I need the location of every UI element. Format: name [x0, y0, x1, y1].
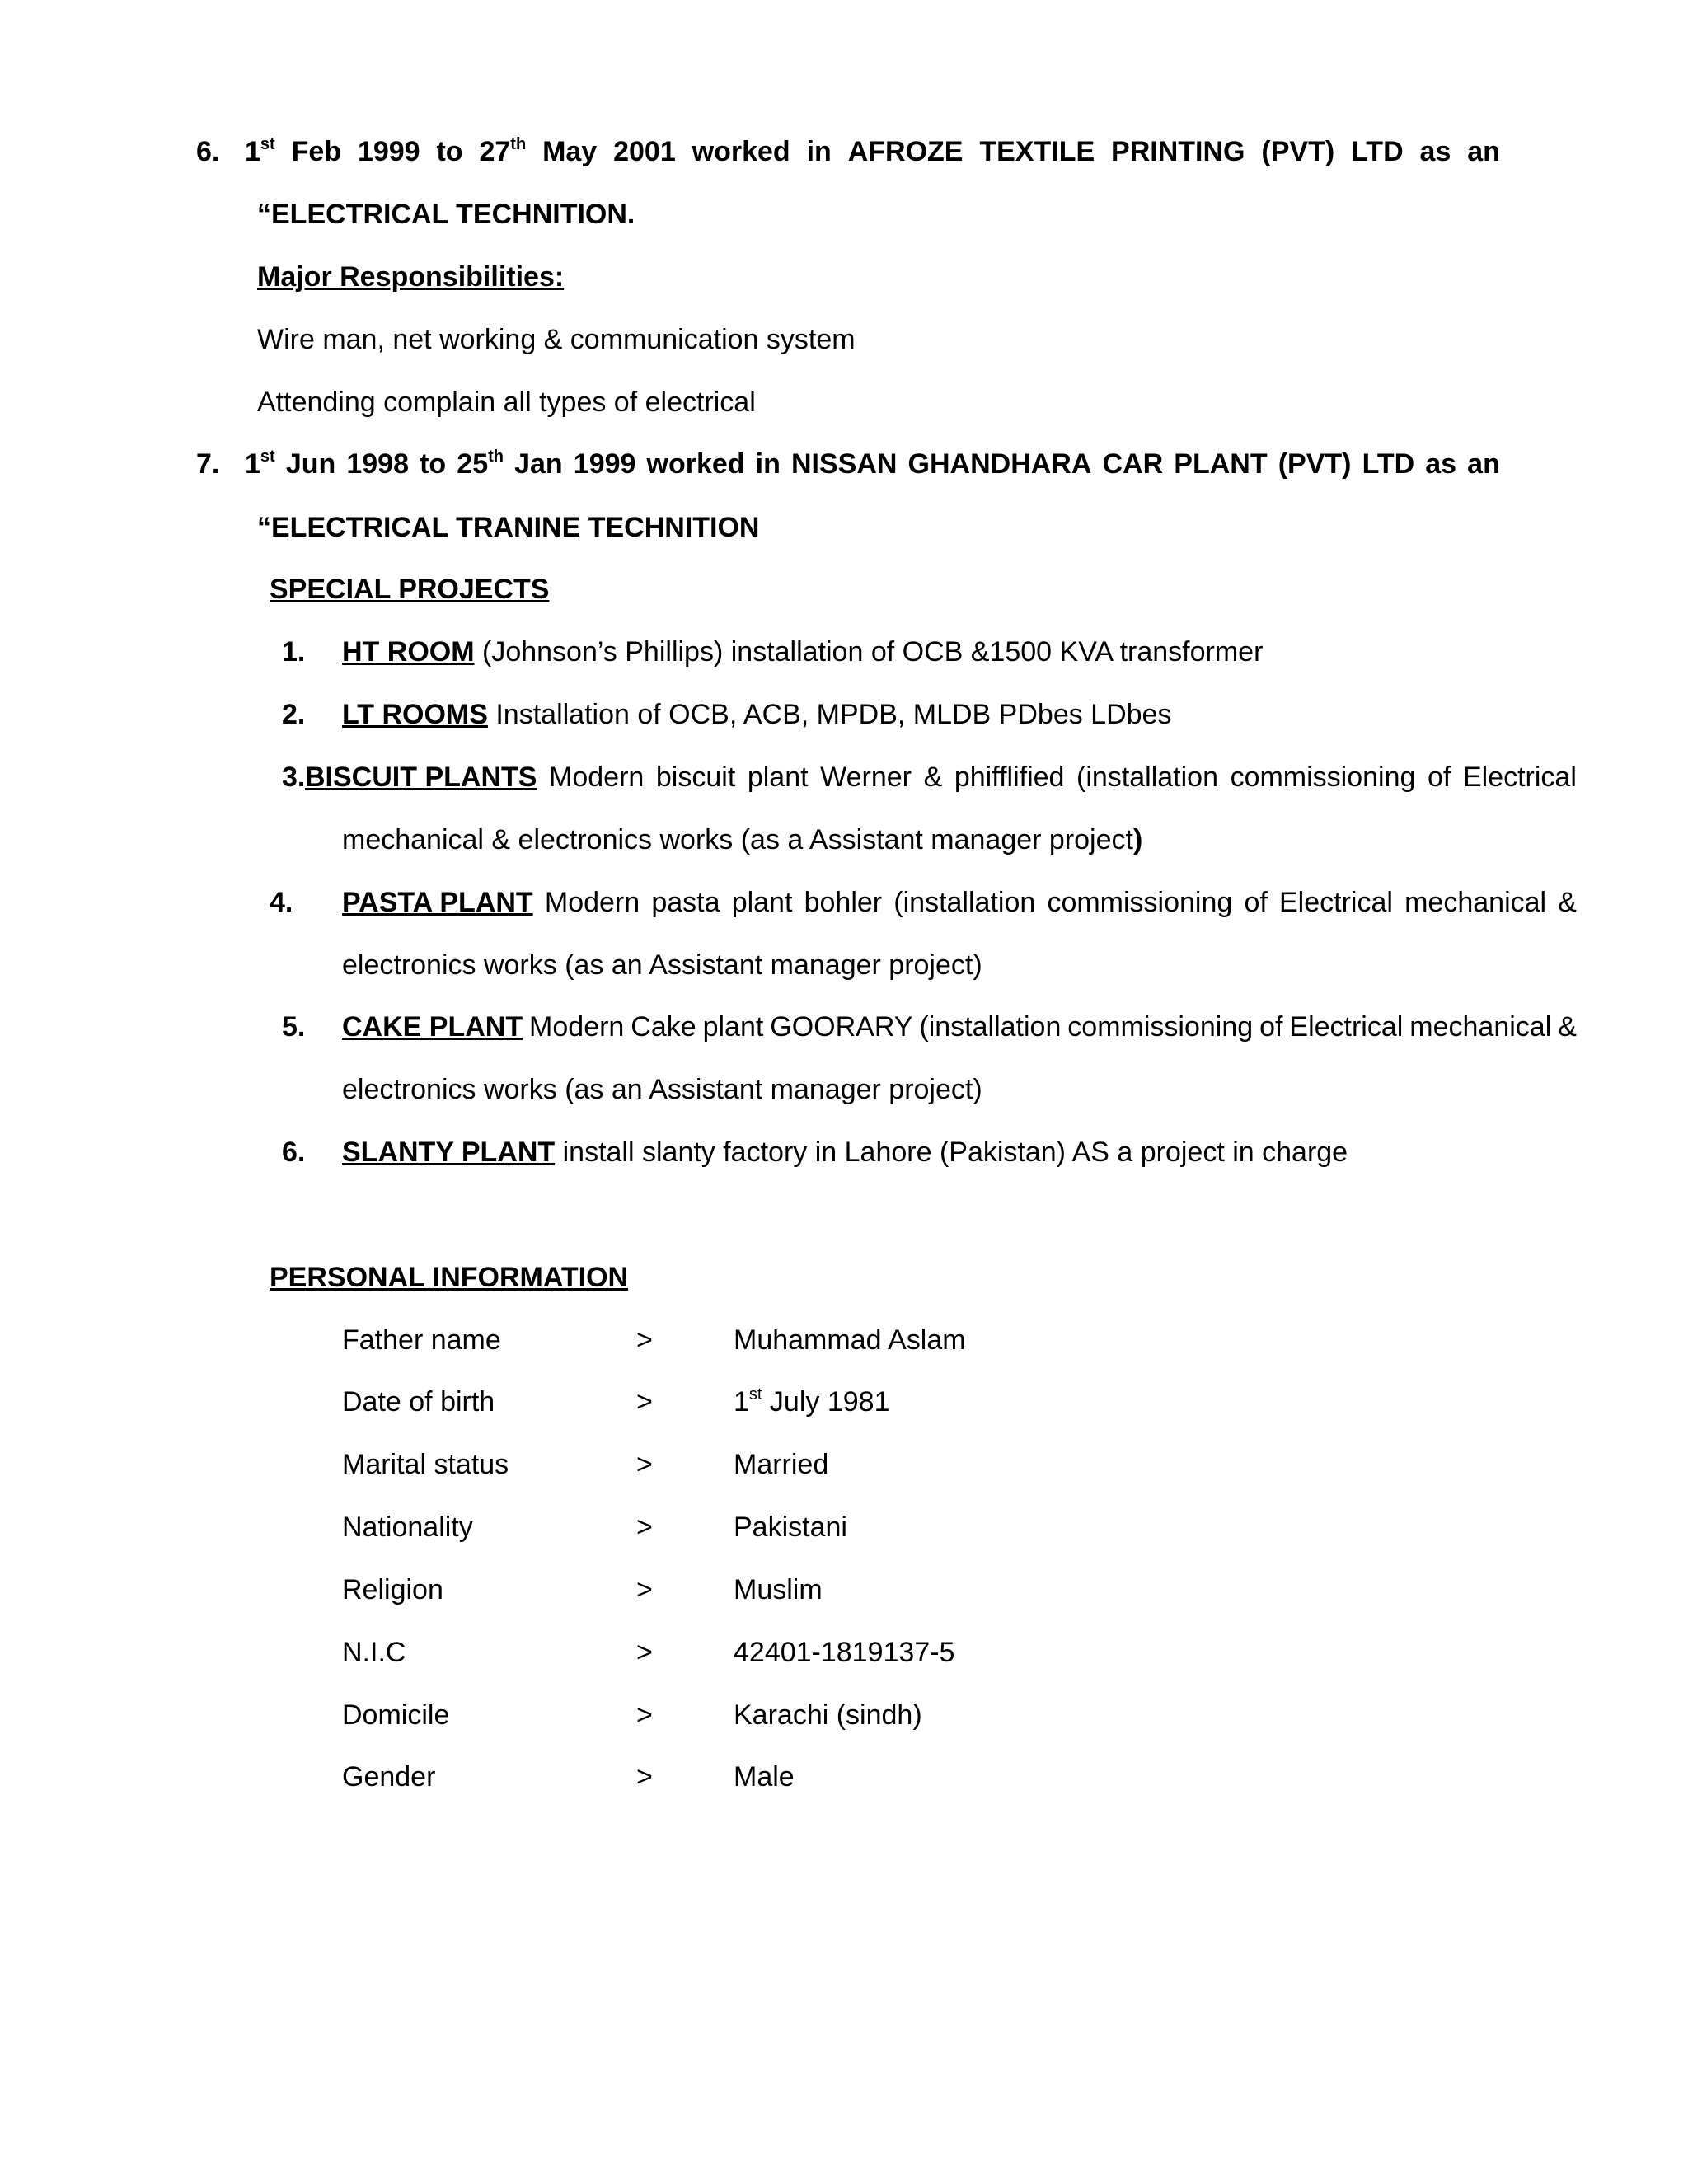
project-item: CAKE PLANT Modern Cake plant GOORARY (installation commissioning of Electrical mechanical & — [342, 1011, 1577, 1043]
project-item: PASTA PLANT Modern pasta plant bohler (installation commissioning of Electrical mechanical & — [342, 887, 1577, 918]
project-number: 3. — [282, 762, 306, 793]
info-separator: > — [636, 1574, 653, 1605]
responsibility-item: Attending complain all types of electrical — [257, 387, 756, 418]
info-value: 42401-1819137-5 — [734, 1637, 955, 1668]
info-label: Date of birth — [342, 1386, 495, 1418]
project-number: 2. — [282, 699, 306, 730]
personal-info-heading: PERSONAL INFORMATION — [270, 1262, 629, 1293]
info-value: Karachi (sindh) — [734, 1699, 922, 1731]
info-value: 1st July 1981 — [734, 1385, 890, 1418]
info-label: Nationality — [342, 1511, 473, 1543]
project-item: LT ROOMS Installation of OCB, ACB, MPDB, MLDB PDbes LDbes — [342, 699, 1172, 730]
project-title: PASTA PLANT — [342, 887, 533, 918]
project-item-continued: electronics works (as an Assistant manager project) — [342, 1074, 982, 1105]
info-label: Father name — [342, 1324, 501, 1356]
experience-number: 6. — [196, 136, 220, 167]
info-separator: > — [636, 1637, 653, 1668]
info-value: Muslim — [734, 1574, 823, 1605]
experience-line: 1st Feb 1999 to 27th May 2001 worked in AFROZE TEXTILE PRINTING (PVT) LTD as an — [245, 135, 1500, 167]
project-item: BISCUIT PLANTS Modern biscuit plant Werner & phifflified (installation commissioning of Electrical — [305, 762, 1577, 793]
project-title: SLANTY PLANT — [342, 1137, 556, 1168]
job-title: “ELECTRICAL TECHNITION. — [257, 199, 635, 230]
info-label: Religion — [342, 1574, 443, 1605]
project-title: BISCUIT PLANTS — [305, 762, 537, 793]
experience-line: 1st Jun 1998 to 25th Jan 1999 worked in NISSAN GHANDHARA CAR PLANT (PVT) LTD as an — [245, 448, 1500, 480]
info-separator: > — [636, 1511, 653, 1543]
info-separator: > — [636, 1699, 653, 1731]
project-number: 5. — [282, 1011, 306, 1043]
project-item-continued: electronics works (as an Assistant manager project) — [342, 949, 982, 981]
info-label: Marital status — [342, 1449, 509, 1480]
project-number: 1. — [282, 636, 306, 668]
project-title: HT ROOM — [342, 636, 475, 668]
info-separator: > — [636, 1449, 653, 1480]
info-separator: > — [636, 1386, 653, 1418]
responsibilities-heading: Major Responsibilities: — [257, 261, 565, 293]
project-item: HT ROOM (Johnson’s Phillips) installation of OCB &1500 KVA transformer — [342, 636, 1264, 668]
info-separator: > — [636, 1324, 653, 1356]
info-label: N.I.C — [342, 1637, 406, 1668]
info-value: Married — [734, 1449, 829, 1480]
experience-number: 7. — [196, 448, 220, 480]
project-item: SLANTY PLANT install slanty factory in Lahore (Pakistan) AS a project in charge — [342, 1137, 1348, 1168]
project-item-continued: mechanical & electronics works (as a Assistant manager project) — [342, 824, 1143, 855]
info-separator: > — [636, 1761, 653, 1793]
job-title: “ELECTRICAL TRANINE TECHNITION — [257, 512, 760, 543]
info-value: Male — [734, 1761, 795, 1793]
project-title: LT ROOMS — [342, 699, 488, 730]
responsibility-item: Wire man, net working & communication system — [257, 324, 856, 355]
project-number: 6. — [282, 1137, 306, 1168]
info-label: Domicile — [342, 1699, 450, 1731]
special-projects-heading: SPECIAL PROJECTS — [270, 574, 550, 605]
project-number: 4. — [270, 887, 293, 918]
info-label: Gender — [342, 1761, 436, 1793]
project-title: CAKE PLANT — [342, 1011, 523, 1043]
info-value: Pakistani — [734, 1511, 847, 1543]
info-value: Muhammad Aslam — [734, 1324, 966, 1356]
